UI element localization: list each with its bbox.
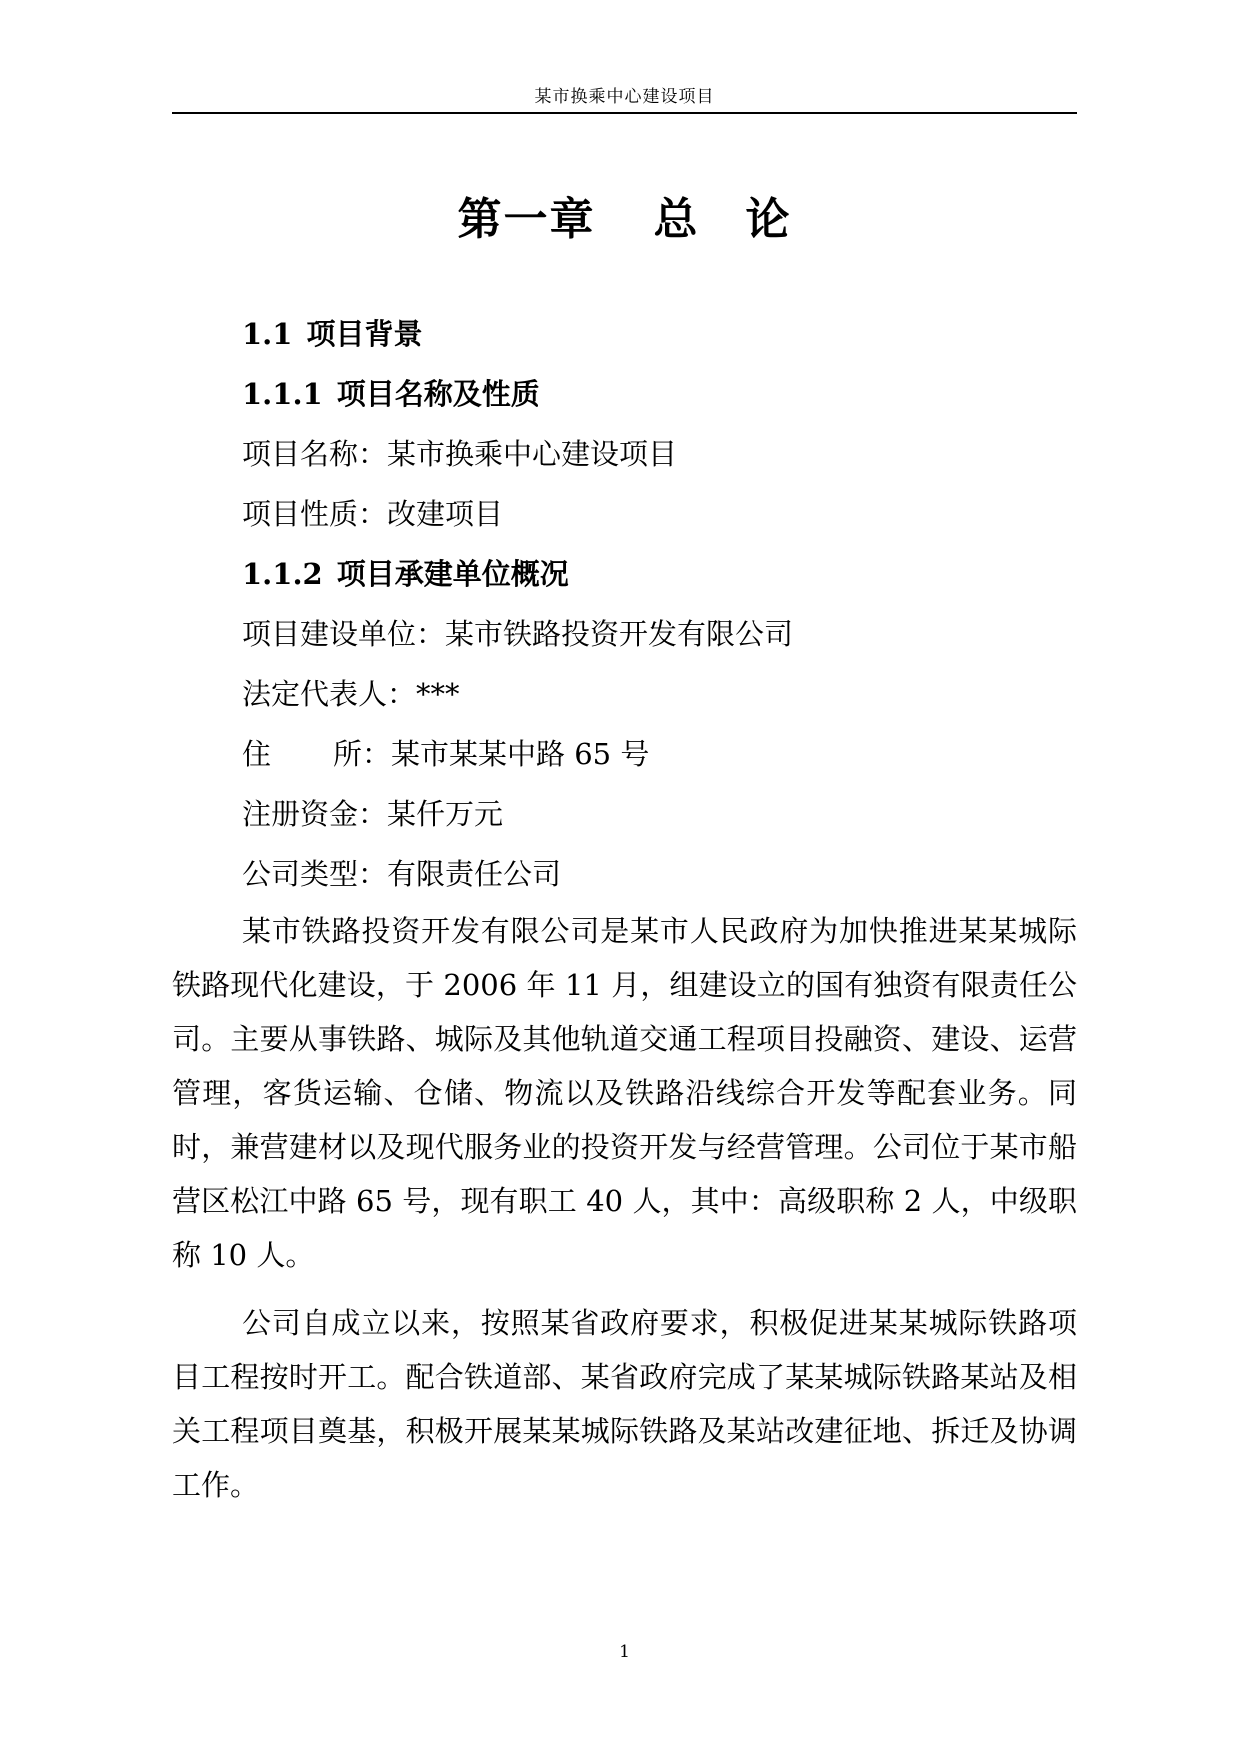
section-title: 项目承建单位概况	[336, 557, 569, 591]
section-number: 1.1	[242, 317, 293, 351]
page-number: 1	[619, 1642, 630, 1662]
chapter-title-word-1: 总	[653, 194, 700, 245]
section-title: 项目名称及性质	[336, 377, 540, 411]
address-label-char-2: 所	[333, 737, 363, 771]
section-heading-1-1-1	[172, 364, 1077, 424]
chapter-title-word-2: 论	[745, 194, 792, 245]
builder-line: 项目建设单位：某市铁路投资开发有限公司	[242, 617, 794, 651]
address-value: ：某市某某中路 65 号	[362, 737, 650, 771]
project-nature-line: 项目性质：改建项目	[242, 497, 504, 531]
running-header: 某市换乘中心建设项目	[534, 87, 715, 107]
section-heading-1-1-2	[172, 544, 1077, 604]
company-type-line: 公司类型：有限责任公司	[242, 857, 562, 891]
address-line	[172, 724, 1077, 784]
project-name-line: 项目名称：某市换乘中心建设项目	[242, 437, 678, 471]
section-number: 1.1.2	[242, 557, 323, 591]
company-description-paragraph: 某市铁路投资开发有限公司是某市人民政府为加快推进某某城际铁路现代化建设，于 2006 年 11 月，组建设立的国有独资有限责任公司。主要从事铁路、城际及其他轨道交通工程项目投融资、建设、运营管理，客货运输、仓储、物流以及铁路沿线综合开发等配套业务。同时，兼营建材以及现代服务业的投资开发与经营管理。公司位于某市船营区松江中路 65 号，现有职工 40 人，其中：高级职称 2 人，中级职称 10 人。	[172, 914, 1077, 1272]
chapter-title	[172, 192, 1077, 248]
section-title: 项目背景	[306, 317, 423, 351]
capital-line: 注册资金：某仟万元	[242, 797, 504, 831]
legal-rep-line: 法定代表人：***	[242, 677, 460, 711]
document-body	[172, 304, 1077, 1512]
address-label-char-1: 住	[242, 737, 272, 771]
company-achievements-paragraph: 公司自成立以来，按照某省政府要求，积极促进某某城际铁路项目工程按时开工。配合铁道部、某省政府完成了某某城际铁路某站及相关工程项目奠基，积极开展某某城际铁路及某站改建征地、拆迁及协调工作。	[172, 1306, 1077, 1502]
section-number: 1.1.1	[242, 377, 323, 411]
section-heading-1-1	[172, 304, 1077, 364]
header-rule	[172, 112, 1077, 114]
chapter-number: 第一章	[457, 194, 596, 245]
